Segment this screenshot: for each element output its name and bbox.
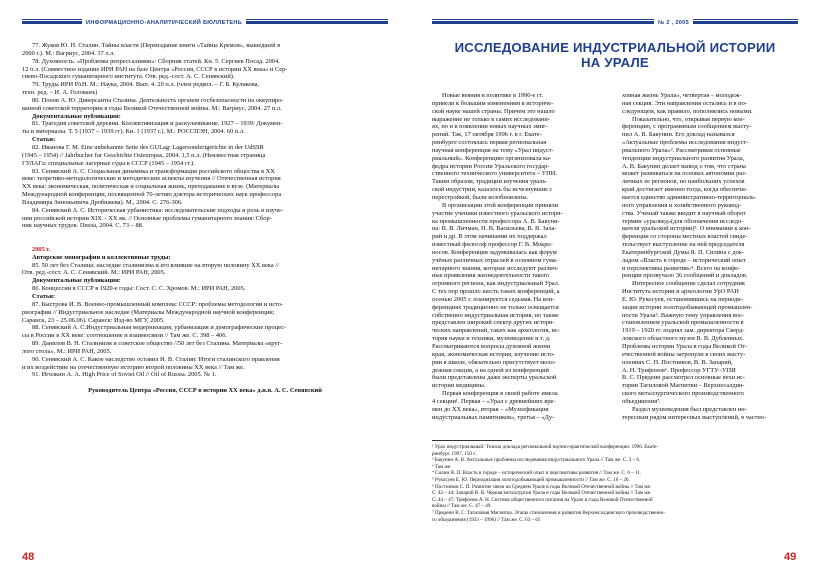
article-line: участие ученики известного уральского истори- [432,209,563,217]
article-line: ческих направлений, таких как археология, ис- [432,327,560,335]
bibliography-line: 79. Труды ИРИ РАН. М.: Наука, 2004. Вып. 4. 20 п.л. (член редкол. – Г. Б. Куликова, [32,81,260,89]
article-line: А. В. Бакунин делает вывод о том, что страна [622,162,746,170]
article-line: перестройкой, были возобновлены. [432,193,529,201]
article-line: ка промышленности профессора А. В. Бакуни- [432,217,560,225]
footnote-line: ⁶ Постников С. П. Развитие связи на Среднем Урале в годы Великой Отечественной войны // Там же. [432,483,652,490]
article-line: ской науке нашей страны. Причем это нашло [432,107,555,115]
bibliography-line [22,238,388,246]
article-line: собственно индустриальная история, но также [432,311,559,319]
article-line: ная секция. Эти направления остались и в по- [622,99,747,107]
bibliography-line: Авторские монографии и коллективные труды: [32,253,171,261]
article-line: ного управления и хозяйственного руковод- [622,201,742,209]
article-line: вателя уральской истории)³. О внимании к кон- [622,225,751,233]
article-line: ференциях традиционно не только освещается [432,303,559,311]
article-line: рий и др. В этом начинании их поддержал [432,233,547,241]
article-line: А. Н. Трифонов⁶. Профессор УГТУ–УПИ [622,366,736,374]
article-line: выражение не только в самих исследовани- [432,115,550,123]
article-line: может развиваться на основах автономии раз- [622,170,747,178]
article-line: тельствует выступление на ней председателя [622,241,745,249]
footnote-line: ¹ Урал индустриальный: Тезисы доклада региональной научно-практической конференции. 1996. Екате- [432,444,659,450]
article-line: дежная секция, а на одной из конференций [432,366,549,374]
bibliography-line: 86. Концессии в СССР в 1920-е годы: Сост. С. С. Хромов. М.: ИРИ РАН, 2005. [32,285,246,293]
article-line: Первая конференция в своей работе имела [442,390,558,398]
bibliography-line: нии российской истории XIX – XX вв. // Основные проблемы гуманитарного знания: Сбор- [22,214,272,222]
footnote-line: ⁵ Рукосуев Е. Ю. Периодизация золотодобывающей промышленности // Там же. С. 16 – 20. [432,476,630,483]
bibliography-line: (1945 – 1954) // Jahrbucher fur Geschichte Osteuropas, 2004. 1,5 п.л. (Неизвестная страница [22,151,266,159]
bibliography-line: XX века: экономическая, политическая и социальная жизнь, преподавание в вузе. (Материалы [22,183,280,191]
running-header-left [22,18,388,28]
bibliography-line: 90. Сенявский А. С. Какое наследство оставил И. В. Сталин: Итоги сталинского правления [32,355,280,363]
article-line: Интересное сообщение сделал сотрудник [632,280,746,288]
article-line: индустриальных памятников», третья – «Ду- [432,413,555,421]
article-line: рений. Так, 17 октября 1996 г. в г. Екате- [432,131,542,139]
article-line: Раздел музееведения был представлен ин- [632,405,747,413]
issue-number: № 2 , 2005 [654,18,693,28]
article-line: становлением уральской промышленности в [622,319,744,327]
article-line: на: В. В. Личман, Н. В. Васильева, В. В. Заха- [432,225,557,233]
header-title: ИНФОРМАЦИОННО-АНАЛИТИЧЕСКИЙ БЮЛЛЕТЕНЬ [82,18,246,28]
article-line: тересным рядом интересных выступлений, в частно- [622,413,767,421]
article-title-line1: ИССЛЕДОВАНИЕ ИНДУСТРИАЛЬНОЙ ИСТОРИИ [454,40,776,55]
running-header-right [432,18,798,28]
bibliography-line: Руководитель Центра «Россия, СССР в истории XX века» д.и.н. А. С. Сенявский [88,387,322,395]
article-line: учёных различных отраслей в основном гума- [432,256,558,264]
article-line: «Актуальные проблемы исследования индуст- [622,139,749,147]
article-line: пил А. В. Бакунин. Его доклад назывался [622,131,735,139]
bibliography-line: Международной конференции, посвященной 70-летию доктора исторических наук профессора [22,191,282,199]
article-line: тории Тагиловой Магнитки – Верхнесалдин- [622,382,745,390]
footnote-line: ² Бакунин А. В. Актуальные проблемы исследования индустриального Урала // Там же. С. 3 – 6. [432,457,641,464]
article-line: огромного региона, как индустриальный Урал. [432,280,560,288]
footnote-line: ³ Там же. [432,463,452,470]
bibliography-line: 89. Данилов В. Н. Сталинизм и советское общество //50 лет без Сталина. Материалы «круг- [32,340,283,348]
bibliography-line: веке: теоретико-методологические и методические аспекты изучения // Отечественная история [22,175,281,183]
article-line: ства. Ученый также вводит в научный оборот [622,209,746,217]
article-line: Е. Ю. Рукосуев, остановившись на периоди- [622,295,743,303]
article-line: ской индустрии, казалось бы исчезнувшие с [432,186,553,194]
article-line: тория науки и техники, музееведение и т. д. [432,335,551,343]
article-line: осенью 2005 г. планируется седьмая. На кон- [432,295,555,303]
footnote-line: ⁷ Прядеин В. С. Тагиловая Магнитка. Этапы становления и развития Верхнесалдинского производственно- [432,509,665,516]
bibliography-line: гиево-Посадского гуманитарного института. Отв. ред.-сост. А. С. Сенявский). [22,73,235,81]
footnote-line: ⁴ Силин Я. П. Власть в городе – исторический опыт и перспективы развития // Там же. С. 6 – 11. [432,470,642,477]
bibliography-line: Статьи: [32,293,56,300]
article-column-2 [622,92,798,421]
article-line: ечественной войны затронули в своих высту- [622,350,746,358]
article-line: федра истории России Уральского государ- [432,162,550,170]
article-line: и перспективы развития»⁴. Всего на конфе- [622,264,741,272]
bibliography-line: 2005 г. [32,245,51,253]
article-line: ловского областного музея В. В. Дубленных. [622,335,744,343]
right-page [410,0,820,579]
page-number-left: 48 [22,551,35,563]
bibliography-line: 81. Трагедия советской деревни. Коллективизация и раскулачивание. 1927 – 1939: Докумен- [32,120,283,128]
footnote-line: войны // Там же. С. 47 – 49. [432,503,492,510]
article-line: Екатеринбургской Думы Я. П. Силина с док- [622,248,745,256]
bibliography-line: Документальные публикации: [32,112,121,120]
article-line: В организации этой конференции приняли [442,201,559,209]
article-line: привели к большим изменениям в историче- [432,99,554,107]
article-line: личных ее регионов, но наибольших успехов [622,178,745,186]
article-line: известный философ профессор Г. В. Мокро- [432,241,553,249]
bibliography-line: 82. Иванова Г. М. Eine unbekannte Seite des GULag: Lagersonderigerichte in der UdSSR [32,143,264,151]
article-line: мен до XX века», вторая – «Музеефикация [432,405,549,413]
page-number-right: 49 [784,551,797,563]
article-line: истории медицины. [432,382,486,390]
article-line: ности Урала⁵. Важную тему управления вос- [622,311,745,319]
article-line: 4 секции¹. Первая – «Урал с древнейших вре- [432,397,556,405]
article-line: ях, но и в появлении новых научных эмиг- [432,123,548,131]
bibliography-line: ник научных трудов. Пенза, 2004. С. 73 – 88. [22,222,144,230]
footnote-line: С. 44 – 47; Трифонов А. Н. Система общественного питания на Урале в годы Великой Отечественной [432,496,653,503]
bibliography-line: 88. Сенявский А. С.Индустриальная модернизация, урбанизация и демографические процес- [32,324,287,332]
article-line: термин «уралвед»(для обозначения исследо- [622,217,744,225]
article-line: Таким образом, традиции изучения ураль- [432,178,548,186]
article-title [432,40,798,70]
bibliography-line: ванной советской территории в годы Великой Отечественной войны. М.: Вагриус, 2004. 27 п.л. [22,104,282,112]
bibliography-line: риографии // Индустриальное наследие (Материалы Международной научной конференции; [22,308,275,316]
bibliography-line: 77. Жуков Ю. Н. Сталин. Тайны власти (Переиздание книги «Тайны Кремля», вышедшей в [32,42,281,49]
bibliography-line: 80. Попов А. Ю. Диверсанты Сталина. Деятельность органов госбезопасности на оккупиро- [32,96,284,104]
article-line: вается единство административно-территориаль- [622,193,757,201]
bibliography-line: ГУЛАГа: специальные лагерные суды в СССР (1945 – 1954 гг.). [22,159,195,167]
bibliography-line: Отв. ред.-сост. А. С. Сенявский. М.: ИРИ РАН, 2005. [22,269,166,277]
article-line: следующем, как правило, пополнялись новыми. [622,107,753,115]
article-line: Проблемы истории Урала в годы Великой От- [622,343,747,350]
article-line: ные проявления жизнедеятельности такого [432,272,550,280]
article-line: ринбурге состоялась первая региональная [432,139,547,147]
article-line: Показательно, что, открывая первую кон- [632,115,745,123]
article-line: риального Урала»². Рассматривая основные [622,146,741,154]
footnote-rule [432,440,512,441]
bibliography-line: Владимира Зиновьевича Дробижева). М., 2004. С. 276-306. [22,198,183,206]
article-line: ренции прозвучало 36 сообщений и докладов. [622,272,748,280]
article-line: научная конференция на тему «Урал индуст- [432,146,554,154]
bibliography-line: 85. 50 лет без Сталина: наследие сталинизма и его влияние на вторую половину XX века // [32,261,279,269]
bibliography-line: 84. Сенявский А. С. Историческая урбанистика: исследовательские подходы и роль в изуче- [32,206,283,214]
article-line: ховная жизнь Урала», четвертая – молодеж- [622,92,742,99]
bibliography-line: техн. ред. – И. А. Голованъ) [22,89,98,97]
article-line: представлен широкий спектр других истори- [432,319,555,327]
bibliography-line: лого стола». М.: ИРИ РАН, 2005. [22,347,112,355]
article-line: риальный». Конференцию организовала ка- [432,154,552,162]
bibliography-line: Документальные публикации: [32,277,121,285]
bibliography-list [22,42,388,395]
article-line: Института истории и археологии УрО РАН [622,288,739,296]
article-line: края, экономическая история, изучение исто- [432,350,555,358]
article-line: плениях С. П. Постников, В. В. Запарий, [622,358,733,366]
article-line: ладом «Власть в городе – исторический опыт [622,256,746,264]
bibliography-line [22,379,388,387]
article-title-line2: НА УРАЛЕ [581,55,649,70]
bibliography-line: сы в России в XX веке: соотношение и взаимосвязи // Там же. С. 398 – 406. [22,332,228,340]
bibliography-line: 87. Быстрова И. В. Военно-промышленный комплекс СССР: проблемы методологии и исто- [32,300,284,308]
bibliography-line: Саранск, 23 – 25.06.06). Саранск: Изд-во МГУ, 2005. [22,316,165,324]
article-line: Новые веяния в политике в 1990-е гг. [442,92,544,99]
bibliography-line: и их воздействие на отечественную историю второй половины XX века // Там же. [22,363,245,371]
bibliography-line [22,230,388,238]
bibliography-line: 83. Сенявский А. С. Социальная динамика и трансформация российского общества в XX [32,167,275,175]
article-line: С тех пор прошло шесть таких конференций, а [432,288,560,296]
footnote-line: го объединения (1933 – 1996) // Там же. С. 63 – 65 [432,516,541,523]
article-line: рии в школе, обязательно присутствует моло- [432,358,556,366]
article-line: ственного технического университета – УПИ. [432,170,557,178]
bibliography-line: 78. Духовность. «Проблемы репрессалиями»: Сборник статей. Кн. 5. Сергиев Посад. 2004. [32,57,280,65]
article-line: В. С. Прядеин рассмотрел основные вехи ис- [622,374,746,382]
article-line: ского металлургического производственного [622,390,744,398]
article-line: ференции со стороны местных властей свиде- [622,233,748,241]
article-line: ференцию, с программным сообщением высту- [622,123,752,131]
bibliography-line: 91. Иголкин А. А. High Price of Soviet Oil // Oil of Russia. 2005. № 1. [32,371,217,379]
footnote-line: С. 42 – 44; Запарий В. В. Черная металлургия Урала в годы Великой Отечественной войны // Там же. [432,490,652,497]
article-line: носов. Конференция задумывалась как форум [432,248,557,256]
footnotes [432,444,798,523]
article-line: тенденции индустриального развития Урала, [622,154,745,162]
article-line: край достигает именно тогда, когда обеспечи- [622,186,747,194]
article-line: объединения⁷. [622,397,661,405]
footnote-line: ринбург. 1997. 150 с. [432,450,477,457]
bibliography-line: Статьи: [32,136,56,144]
bibliography-line: 12 п.л. (Совместное издание ИРИ РАН на базе Центра «Россия, СССР в истории XX века» и Сер- [22,65,288,73]
article-line: 1919 – 1920 гг. поднял зам. директора Сверд- [622,327,745,335]
article-line: были представлены даже эксперты уральской [432,374,557,382]
bibliography-line: 2000 г.). М.: Вагриус, 2004. 37 л.л. [22,49,115,57]
bibliography-line: ты и материалы. Т. 5 (1937 – 1939 гг). Кн. 1 (1937 г.). М.: РОССПЭН, 2004. 60 п.л. [22,128,245,136]
article-column-1 [432,92,608,421]
article-line: нитарного знания, которые исследуют различ- [432,264,559,272]
article-line: зации истории золотодобывающей промышлен- [622,303,753,311]
article-line: Рассматриваются вопросы духовной жизни [432,343,551,350]
